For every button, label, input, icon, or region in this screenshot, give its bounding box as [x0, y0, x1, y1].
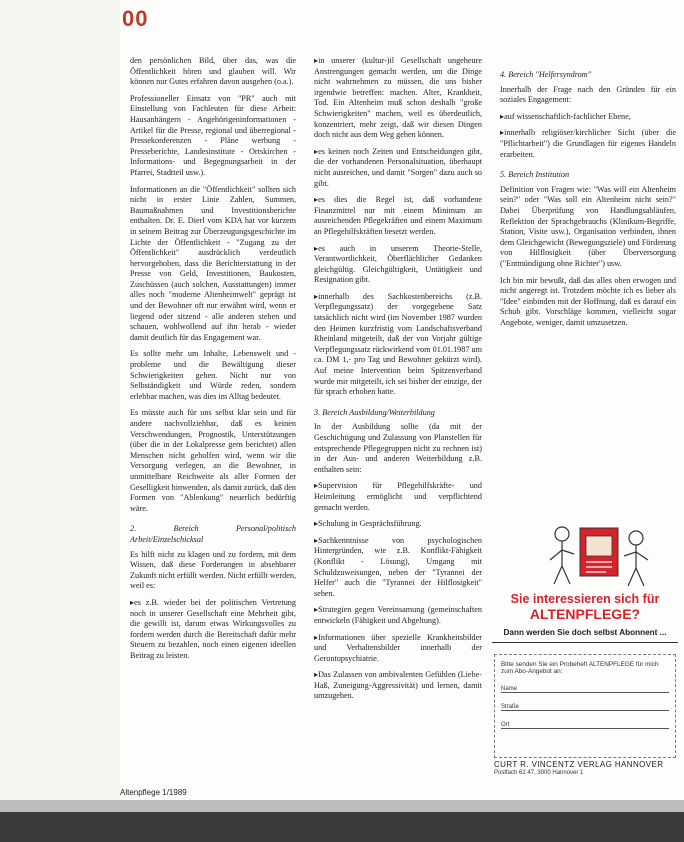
paragraph: den persönlichen Bild, über das, was die Öffentlichkeit hören und glauben will. Wir können nur Gutes erfahren davon ausgehen (o.a.).	[130, 56, 296, 87]
bullet-item: ▸ Informationen über spezielle Krankheitsbilder und Verhaltensbilder innerhalb der Gerontopsychiatrie.	[314, 633, 482, 665]
coupon-field-city[interactable]: Ort	[501, 719, 669, 729]
paragraph: Ich bin mir bewußt, daß das alles oben erwogen und nicht angeregt ist. Trotzdem möchte ich es lieber als "Idee" einbinden mit der Hoffnung, daß es darauf ein Schub gibt. Vorschläge kommen, vielleicht sogar Angebote, weniger, damit umzusetzen.	[500, 275, 676, 327]
bullet-item: ▸ Sachkenntnisse von psychologischen Hintergründen, wie z.B. Konflikt-Fähigkeit (Konflikt - Lösung), Umgang mit Schuldzuweisungen, neben der "Tyrannei der Helfer" auch die "Tyrannei der Hilflosigkeit" sehen.	[314, 536, 482, 600]
text-column-1	[130, 56, 296, 667]
page-number: 00	[122, 6, 149, 31]
bullet-item: ▸ Supervision für Pflegehilfskräfte- und Heimleitung ermöglicht und verpflichtend gemacht werden.	[314, 481, 482, 513]
bullet-item: ▸ es dies die Regel ist, daß vorhandene Finanzmittel nur mit einem Minimum an ausreichenden Pflegekräften und einem Maximum an Pflegehilfskräften besetzt werden.	[314, 195, 482, 237]
paragraph: Es sollte mehr um Inhalte, Lebenswelt und -probleme und die Bewältigung dieser Schwierigkeiten gehen. Nicht nur von Selbständigkeit und Würde reden, sondern erlebbar machen, was dies im Alltag bedeutet.	[130, 349, 296, 401]
coupon-field-name[interactable]: Name	[501, 683, 669, 693]
bullet-item: ▸ es z.B. wieder bei der politischen Vertretung noch in unserer Gesellschaft eine Mehrheit gibt, die gewillt ist, darum etwas Wirkungsvolles zu fordern werden durch die Bereitschaft dafür mehr Steuern zu bezahlen, noch einen eigenen ideellen Beitrag zu leisten.	[130, 598, 296, 662]
paragraph: Innerhalb der Frage nach den Gründen für ein soziales Engagement:	[500, 84, 676, 105]
paragraph: Es müsste auch für uns selbst klar sein und für andere nachvollziehbar, daß es keinen Verschwendungen, Prognostik, Unterstützungen (über die in der Lokalpresse gern berichtet) allen Menschen nicht geholfen wird, wenn wir die Versorgung verlegen, an die Bewohner, in unmittelbare Reichweite als aller Formen der Geselligkeit hinwenden, als damit zurück, daß den Formen von "Ablenkung" neuerlich bedürftig wäre.	[130, 408, 296, 513]
ad-subline: Dann werden Sie doch selbst Abonnent ...	[503, 628, 667, 637]
scan-edge	[0, 800, 684, 812]
bullet-item: ▸ es keinen noch Zeiten und Entscheidungen gibt, die der vorhandenen Personalsituation, überhaupt nicht ausreichen, und damit "Sorgen" dazu auch so gibt.	[314, 147, 482, 189]
paragraph: Definition von Fragen wie: "Was will ein Altenheim sein?" oder "Was soll ein Altenheim nicht sein?" Dabei Überprüfung von Handlungsabläufen, Reflektion der Sprachgebrauchs (Klinikum-Begriffe, Station, Visite usw.), Organisation verbinden, ihnen dem Gleichgewicht (Bewegungsziele) und Förderung von Hilflosigkeit (über Überversorgung ("Entmündigung ohne Richter") usw.	[500, 184, 676, 268]
page-footer: Altenpflege 1/1989	[120, 788, 187, 797]
section-heading-2: 2. Bereich Personal/politisch Arbeit/Einzelschicksal	[130, 524, 296, 544]
paragraph: In der Ausbildung sollte (da mit der Geschichtigung und Zulassung von Planstellen für entsprechende Pflegegruppen nicht zu rechnen ist) in der Aus- und anderen Weiterbildung z.B. enthalten sein:	[314, 422, 482, 474]
section-heading-4: 4. Bereich "Helfersyndrom"	[500, 70, 592, 79]
bullet-item: ▸ auf wissenschaftlich-fachlicher Ebene,	[500, 112, 676, 123]
subscription-advertisement	[490, 520, 680, 780]
paragraph: Es hilft nicht zu klagen und zu fordern, mit dem Wissen, daß diese Forderungen in absehbarer Zukunft nicht erfüllt werden. Nicht erfüllt werden, weil es:	[130, 549, 296, 591]
publisher-name: CURT R. VINCENTZ VERLAG HANNOVER	[494, 760, 664, 769]
bullet-item: ▸ Schulung in Gesprächsführung.	[314, 519, 482, 530]
bullet-item: ▸ Strategien gegen Vereinsamung (gemeinschaften entwickeln (Fähigkeit und Abgeltung).	[314, 605, 482, 626]
page-spine	[0, 0, 120, 842]
ad-headline	[490, 592, 680, 622]
section-heading-5: 5. Bereich Institution	[500, 170, 570, 180]
bullet-item: ▸ in unserer (kultur-)il Gesellschaft ungeheure Anstrengungen gemacht werden, um die Dinge nicht wahrnehmen zu müssen, die uns bisher irgendwie betreffen: machen. Alter, Krankheit, Tod. Ein Altenheim muß schon deshalb "große Schwierigkeiten" machen, weil es überdeutlich, konzentriert, mehr zeigt, daß wir diesen Dingen doch nicht aus dem Weg gehen können.	[314, 56, 482, 141]
text-column-3	[500, 70, 676, 334]
ad-headline-line-1: Sie interessieren sich für	[510, 592, 660, 606]
bullet-item: ▸ innerhalb religiöser/kirchlicher Sicht (über die "Pflichtarbeit") die Grundlagen für eigenes Handeln erarbeiten.	[500, 128, 676, 160]
ad-divider	[492, 642, 678, 643]
reader-illustration	[540, 520, 660, 590]
scan-shadow	[0, 812, 684, 842]
coupon-field-street[interactable]: Straße	[501, 701, 669, 711]
text-column-2	[314, 56, 482, 708]
order-coupon[interactable]	[494, 654, 676, 758]
section-heading-3: 3. Bereich Ausbildung/Weiterbildung	[314, 407, 435, 417]
coupon-text: Bitte senden Sie ein Probeheft ALTENPFLEGE für mich zum Abo-Angebot an:	[501, 661, 659, 675]
paragraph: Professioneller Einsatz von "PR" auch mit Einstellung von Fachleuten für diese Arbeit: Hausanhängern - Angehörigeninformationen - Artikel für die Presse, regional und überregional - Pressekonferenzen - Pläne werbung - Presseberichte, Landesinstitute - Ortskirchen - Informations- und Begegnungsarbeit in der Pfarrei, Stadtteil usw.).	[130, 93, 296, 177]
publisher-address: Postfach 62 47, 3000 Hannover 1	[494, 770, 584, 776]
ad-headline-line-2: ALTENPFLEGE?	[529, 606, 641, 622]
bullet-item: ▸ es auch in unserem Theorie-Stelle, Verantwortlichkeit, Öberflächlicher Gedanken gleichgültig. Gleichgültigkeit, Untätigkeit und Resignation gibt.	[314, 244, 482, 286]
bullet-item: ▸ innerhalb des Sachkostenbereichs (z.B. Verpflegungssatz) der vorgegebene Satz tatsächlich nicht wird (im November 1987 wurden den Heimen kurzfristig vom Landschaftsverband Rheinland mitgeteilt, daß der von Vorjahr gültige Verpflegungssatz rückwirkend vom 01.01.1987 um ca. DM 1,- pro Tag und Bewohner gekürzt wird). Auf meine Intervention beim Spitzenverband wurde mir mitgeteilt, ich sei bisher der einzige, der für sprach erhoben hatte.	[314, 292, 482, 398]
bullet-item: ▸ Das Zulassen von ambivalenten Gefühlen (Liebe-Haß, Zuneigung-Aggressivität) und lernen, damit umzugehen.	[314, 670, 482, 702]
paragraph: Informationen an die "Öffentlichkeit" sollten sich nicht in erster Linie Zahlen, Summen, Baumaßnahmen und Investitionsberichte enthalten. Dr. E. Dierl vom KDA hat vor kurzem in seinem Beitrag zur Überzeugungsgeschichte im Lichte der Öffentlichkeit - "Zugang zu der Öffentlichkeit" ausdrücklich verdeutlich hervorgehoben, dass die Berichterstattung in der Presse von Geld, Investitionen, Baukosten, Zuschüssen (auch solchen, Ausstattungen) immer alles noch "moderne Altenheimwelt" geprägt ist und der Bewohner oft nur erwähnt wird, wenn er liegend oder sitzend - alle anderen stehen und schauen, wohlwollend auf ihn herab - wieder damit deutlich für das Engagement war.	[130, 184, 296, 342]
